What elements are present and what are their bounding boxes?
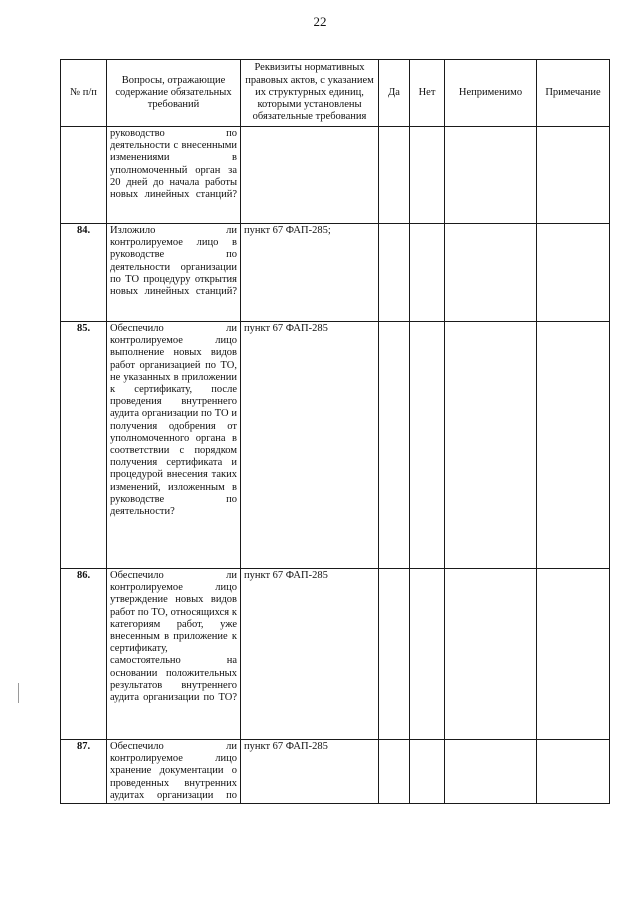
row-question: Обеспечило ли контролируемое лицо утверждение новых видов работ по ТО, относящихся к категориям работ, уже внесенным в приложение к сертификату, самостоятельно на основании положительных результатов внутреннего аудита организации по ТО? bbox=[107, 569, 241, 740]
header-no: Нет bbox=[410, 60, 445, 127]
row-note-cell bbox=[537, 224, 610, 322]
row-requisites: пункт 67 ФАП-285; bbox=[241, 224, 379, 322]
row-not-applicable-cell bbox=[445, 740, 537, 804]
row-no-cell bbox=[410, 224, 445, 322]
row-yes-cell bbox=[379, 322, 410, 569]
header-question: Вопросы, отражающие содержание обязательных требований bbox=[107, 60, 241, 127]
header-not-applicable: Неприменимо bbox=[445, 60, 537, 127]
row-not-applicable-cell bbox=[445, 569, 537, 740]
requirements-checklist-table bbox=[60, 59, 610, 804]
header-yes: Да bbox=[379, 60, 410, 127]
row-requisites: пункт 67 ФАП-285 bbox=[241, 569, 379, 740]
row-question: Изложило ли контролируемое лицо в руководстве по деятельности организации по ТО процедуру открытия новых линейных станций? bbox=[107, 224, 241, 322]
row-yes-cell bbox=[379, 569, 410, 740]
row-requisites bbox=[241, 127, 379, 224]
table-row bbox=[61, 740, 610, 804]
row-not-applicable-cell bbox=[445, 224, 537, 322]
row-yes-cell bbox=[379, 224, 410, 322]
header-requisites: Реквизиты нормативных правовых актов, с указанием их структурных единиц, которыми установлены обязательные требования bbox=[241, 60, 379, 127]
row-question: руководство по деятельности с внесенными изменениями в уполномоченный орган за 20 дней до начала работы новых линейных станций? bbox=[107, 127, 241, 224]
row-number bbox=[61, 127, 107, 224]
page-number: 22 bbox=[313, 14, 327, 29]
row-requisites: пункт 67 ФАП-285 bbox=[241, 740, 379, 804]
table-row bbox=[61, 322, 610, 569]
row-note-cell bbox=[537, 740, 610, 804]
margin-mark bbox=[18, 683, 19, 703]
row-number: 84. bbox=[61, 224, 107, 322]
row-no-cell bbox=[410, 740, 445, 804]
table-row bbox=[61, 224, 610, 322]
row-question: Обеспечило ли контролируемое лицо хранение документации о проведенных внутренних аудитах организации по bbox=[107, 740, 241, 804]
row-number: 86. bbox=[61, 569, 107, 740]
row-not-applicable-cell bbox=[445, 127, 537, 224]
row-no-cell bbox=[410, 322, 445, 569]
row-question: Обеспечило ли контролируемое лицо выполнение новых видов работ организацией по ТО, не указанных в приложении к сертификату, после проведения внутреннего аудита организации по ТО и получения одобрения от уполномоченного органа в соответствии с порядком получения сертификата и процедурой внесения таких изменений, изложенным в руководстве по деятельности? bbox=[107, 322, 241, 569]
table-row bbox=[61, 569, 610, 740]
row-yes-cell bbox=[379, 740, 410, 804]
row-number: 85. bbox=[61, 322, 107, 569]
row-no-cell bbox=[410, 127, 445, 224]
table-header-row bbox=[61, 60, 610, 127]
row-note-cell bbox=[537, 127, 610, 224]
header-number: № п/п bbox=[61, 60, 107, 127]
row-note-cell bbox=[537, 322, 610, 569]
row-not-applicable-cell bbox=[445, 322, 537, 569]
row-number: 87. bbox=[61, 740, 107, 804]
row-note-cell bbox=[537, 569, 610, 740]
row-no-cell bbox=[410, 569, 445, 740]
table-row bbox=[61, 127, 610, 224]
row-requisites: пункт 67 ФАП-285 bbox=[241, 322, 379, 569]
header-note: Примечание bbox=[537, 60, 610, 127]
row-yes-cell bbox=[379, 127, 410, 224]
